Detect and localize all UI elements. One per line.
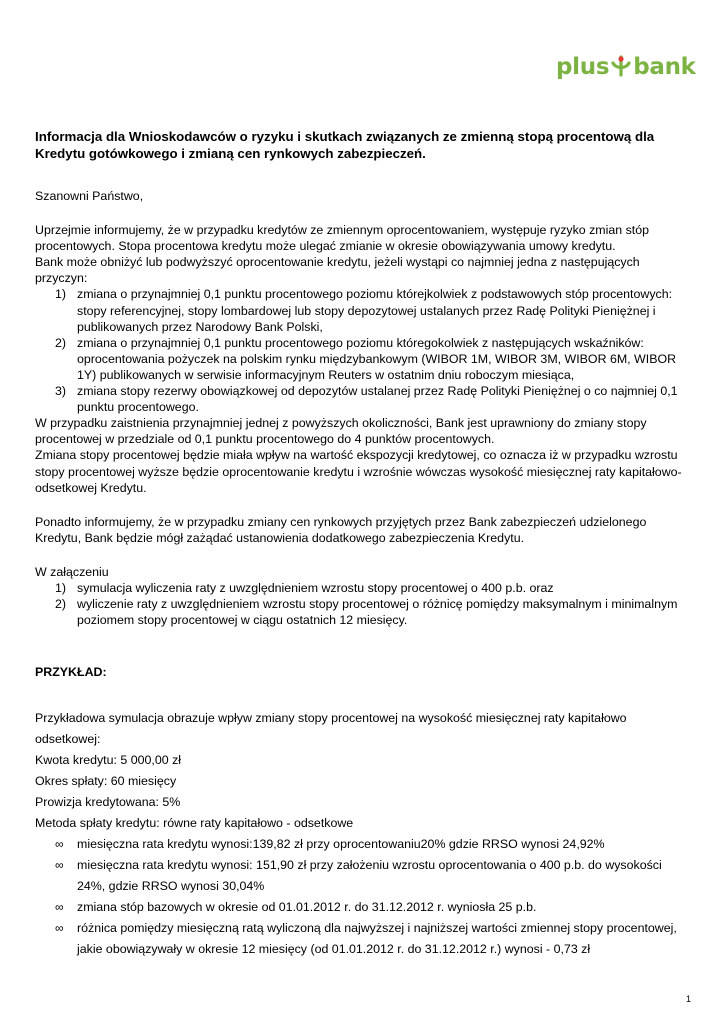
page-number: 1 bbox=[686, 994, 692, 1004]
logo-word-plus: plus bbox=[556, 54, 610, 80]
logo-mark-icon bbox=[610, 54, 632, 80]
example-bullet-item: ∞ różnica pomiędzy miesięczną ratą wyliczoną dla najwyższej i najniższej wartości zmiennej stopy procentowej, jakie obowiązywały w okresie 12 miesięcy (od 01.01.2012 r. do 31.12.2012 r.) wynosi - 0,73 zł bbox=[35, 918, 690, 960]
intro-paragraph: Uprzejmie informujemy, że w przypadku kredytów ze zmiennym oprocentowaniem, występuje ryzyko zmian stóp procentowych. Stopa procentowa kredytu może ulegać zmianie w okresie obowiązywania umowy kredytu. bbox=[35, 223, 650, 254]
document-title: Informacja dla Wnioskodawców o ryzyku i skutkach związanych ze zmienną stopą procentową dla Kredytu gotówkowego i zmianą cen rynkowych zabezpieczeń. bbox=[35, 129, 655, 161]
reason-item: 1) zmiana o przynajmniej 0,1 punktu procentowego poziomu którejkolwiek z podstawowych stóp procentowych: stopy referencyjnej, stopy lombardowej lub stopy depozytowej ustalanych przez Radę Polityki Pieniężnej i publikowanych przez Narodowy Bank Polski, bbox=[55, 287, 673, 334]
document-body bbox=[35, 128, 690, 960]
infinity-bullet-icon: ∞ bbox=[55, 900, 64, 915]
infinity-bullet-icon: ∞ bbox=[55, 921, 64, 936]
attachment-item: 2) wyliczenie raty z uwzględnieniem wzrostu stopy procentowej o różnicę pomiędzy maksymalnym i minimalnym poziomem stopy procentowej w ciągu ostatnich 12 miesięcy. bbox=[55, 597, 678, 628]
reasons-list bbox=[35, 286, 690, 415]
example-bullets bbox=[35, 834, 690, 960]
example-bullet-item: ∞ zmiana stóp bazowych w okresie od 01.01.2012 r. do 31.12.2012 r. wyniosła 25 p.b. bbox=[35, 897, 690, 918]
logo-word-bank: bank bbox=[633, 54, 696, 80]
example-bullet-item: ∞ miesięczna rata kredytu wynosi:139,82 zł przy oprocentowaniu20% gdzie RRSO wynosi 24,92% bbox=[35, 834, 690, 855]
attachments-list bbox=[35, 580, 690, 628]
attachment-item: 1) symulacja wyliczenia raty z uwzględnieniem wzrostu stopy procentowej o 400 p.b. oraz bbox=[55, 580, 554, 595]
example-param: Kwota kredytu: 5 000,00 zł bbox=[35, 753, 182, 768]
example-bullet-item: ∞ miesięczna rata kredytu wynosi: 151,90 zł przy założeniu wzrostu oprocentowania o 400 p.b. do wysokości 24%, gdzie RRSO wynosi 30,04% bbox=[35, 855, 690, 897]
greeting: Szanowni Państwo, bbox=[35, 189, 144, 203]
reason-item: 3) zmiana stopy rezerwy obowiązkowej od depozytów ustalanej przez Radę Polityki Pieniężnej o co najmniej 0,1 punktu procentowego. bbox=[55, 384, 678, 415]
bank-may-paragraph: Bank może obniżyć lub podwyższyć oprocentowanie kredytu, jeżeli wystąpi co najmniej jedna z następujących przyczyn: bbox=[35, 255, 640, 286]
example-param: Metoda spłaty kredytu: równe raty kapitałowo - odsetkowe bbox=[35, 816, 354, 831]
example-heading: PRZYKŁAD: bbox=[35, 665, 107, 680]
example-param: Prowizja kredytowana: 5% bbox=[35, 795, 181, 810]
reason-item: 2) zmiana o przynajmniej 0,1 punktu procentowego poziomu któregokolwiek z następujących wskaźników: oprocentowania pożyczek na polskim rynku międzybankowym (WIBOR 1M, WIBOR 3M, WIBOR 6M, WIBOR 1Y) publikowanych w serwisie informacyjnym Reuters w ostatnim dniu roboczym miesiąca, bbox=[55, 335, 677, 382]
attachments-intro: W załączeniu bbox=[35, 564, 109, 579]
collateral-paragraph: Ponadto informujemy, że w przypadku zmiany cen rynkowych przyjętych przez Bank zabezpieczeń udzielonego Kredytu, Bank będzie mógł zażądać ustanowienia dodatkowego zabezpieczenia Kredytu. bbox=[35, 514, 647, 545]
infinity-bullet-icon: ∞ bbox=[55, 837, 64, 852]
plusbank-logo bbox=[556, 50, 696, 84]
infinity-bullet-icon: ∞ bbox=[55, 858, 64, 873]
example-param: Okres spłaty: 60 miesięcy bbox=[35, 774, 177, 789]
example-section bbox=[35, 708, 690, 834]
example-intro: Przykładowa symulacja obrazuje wpływ zmiany stopy procentowej na wysokość miesięcznej raty kapitałowo odsetkowej: bbox=[35, 711, 627, 747]
exposure-paragraph: Zmiana stopy procentowej będzie miała wpływ na wartość ekspozycji kredytowej, co oznacza iż w przypadku wzrostu stopy procentowej wyższe będzie oprocentowanie kredytu i wzrośnie wówczas wysokość miesięcznej raty kapitałowo-odsetkowej Kredytu. bbox=[35, 448, 682, 495]
after-reasons-paragraph: W przypadku zaistnienia przynajmniej jednej z powyższych okoliczności, Bank jest uprawniony do zmiany stopy procentowej w przedziale od 0,1 punktu procentowego do 4 punktów procentowych. bbox=[35, 416, 647, 447]
